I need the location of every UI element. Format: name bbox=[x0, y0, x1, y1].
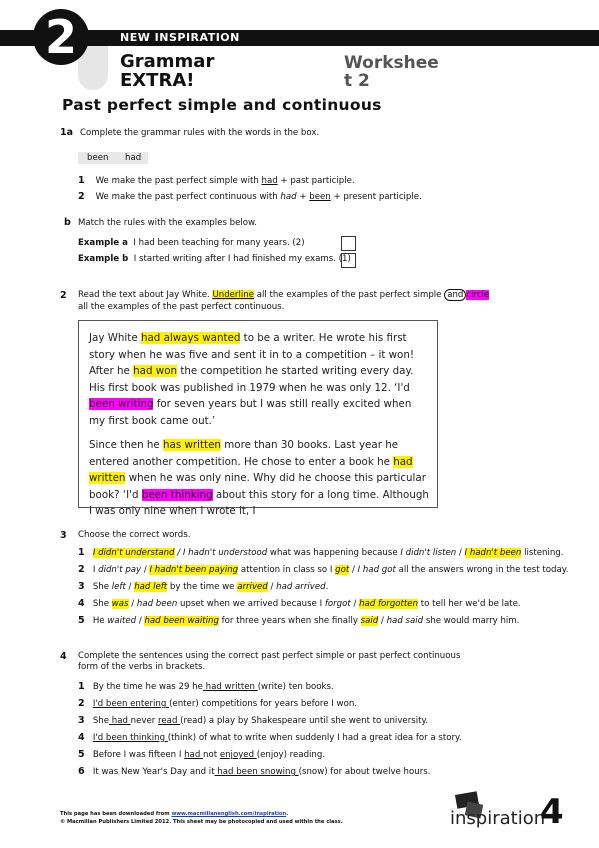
item-number: 2 bbox=[78, 191, 85, 202]
ex2-instruction bbox=[78, 290, 489, 301]
reading-text: Jay White bbox=[89, 332, 141, 344]
item-text: I didn't listen bbox=[400, 548, 457, 558]
answer-blank[interactable]: had bbox=[109, 716, 131, 726]
ex4-instruction: Complete the sentences using the correct past perfect simple or past perfect continuous bbox=[78, 651, 461, 661]
worksheet-label-line-1: Workshee bbox=[344, 53, 439, 73]
ex1a-number: 1a bbox=[60, 127, 74, 138]
page-title: Past perfect simple and continuous bbox=[62, 96, 382, 114]
item-text: to tell her we'd be late. bbox=[418, 599, 521, 609]
reading-text: more than 30 books. Last year he entered another competition. He chose to enter a book he bbox=[89, 439, 399, 468]
item-text: had bbox=[280, 192, 297, 202]
ex3-item bbox=[78, 581, 328, 593]
example-text: I started writing after I had finished my exams. (1) bbox=[133, 254, 351, 264]
highlight-past-perfect-continuous: been thinking bbox=[141, 488, 213, 501]
ex3-item bbox=[78, 547, 563, 559]
item-text: (think) of what to write when suddenly I had a great idea for a story. bbox=[167, 733, 462, 743]
ex4-item bbox=[78, 732, 462, 744]
item-text: By the time he was 29 he bbox=[92, 682, 203, 692]
item-text: had been bbox=[136, 599, 178, 609]
reading-text: for seven years but I was still really excited when my first book came out.’ bbox=[89, 398, 412, 427]
word-box-item: had bbox=[125, 153, 142, 163]
footer-download-note bbox=[60, 811, 288, 817]
chosen-answer[interactable]: had been waiting bbox=[144, 616, 219, 626]
answer-box[interactable] bbox=[341, 253, 356, 268]
item-text: I had got bbox=[357, 565, 396, 575]
spacer bbox=[85, 599, 93, 609]
chosen-answer[interactable]: got bbox=[335, 565, 350, 575]
answer-blank[interactable]: had been snowing bbox=[214, 767, 299, 777]
answer-blank[interactable]: had bbox=[261, 176, 278, 186]
instruction-circled-word: and bbox=[444, 289, 466, 301]
footer-link[interactable]: www.macmillanenglish.com/inspiration bbox=[171, 811, 287, 817]
answer-blank[interactable]: enjoyed bbox=[219, 750, 257, 760]
item-number: 5 bbox=[78, 615, 85, 626]
worksheet-label-line-2: t 2 bbox=[344, 71, 370, 91]
spacer bbox=[85, 616, 93, 626]
item-text: left bbox=[111, 582, 126, 592]
item-text: + past participle. bbox=[277, 176, 355, 186]
highlight-past-perfect-simple: had written bbox=[89, 455, 413, 484]
item-text: waited bbox=[107, 616, 137, 626]
word-box-item: been bbox=[87, 153, 109, 163]
item-text: . bbox=[325, 582, 329, 592]
item-text: / bbox=[141, 565, 150, 575]
item-text: for three years when she finally bbox=[218, 616, 361, 626]
item-text: had arrived bbox=[276, 582, 326, 592]
example-text: I had been teaching for many years. (2) bbox=[133, 238, 305, 248]
reading-paragraph bbox=[79, 437, 437, 520]
highlight-past-perfect-simple: had always wanted bbox=[140, 332, 241, 344]
ex4-item bbox=[78, 715, 428, 727]
item-text: all the answers wrong in the test today. bbox=[395, 565, 569, 575]
item-text: (write) ten books. bbox=[257, 682, 334, 692]
instruction-keyword: circle bbox=[466, 290, 490, 300]
item-text: attention in class so I bbox=[238, 565, 336, 575]
spacer bbox=[85, 716, 93, 726]
footer-copyright: © Macmillan Publishers Limited 2012. This sheet may be photocopied and used within the class. bbox=[60, 819, 343, 825]
ex4-item bbox=[78, 698, 357, 710]
series-name: NEW INSPIRATION bbox=[120, 31, 240, 44]
item-number: 5 bbox=[78, 749, 85, 760]
item-text: + present participle. bbox=[330, 192, 422, 202]
item-text: She bbox=[92, 716, 110, 726]
chosen-answer[interactable]: said bbox=[360, 616, 379, 626]
item-number: 2 bbox=[78, 564, 85, 575]
item-text: had said bbox=[386, 616, 424, 626]
chosen-answer[interactable]: arrived bbox=[237, 582, 268, 592]
highlight-past-perfect-simple: has written bbox=[163, 439, 221, 451]
item-text: (snow) for about twelve hours. bbox=[298, 767, 431, 777]
item-number: 4 bbox=[78, 732, 85, 743]
ex4-instruction-line-2: form of the verbs in brackets. bbox=[78, 662, 206, 672]
ex2-number: 2 bbox=[60, 290, 67, 301]
item-number: 1 bbox=[78, 175, 85, 186]
chosen-answer[interactable]: I didn't understand bbox=[92, 548, 175, 558]
ex3-instruction: Choose the correct words. bbox=[78, 530, 191, 540]
chosen-answer[interactable]: had forgotten bbox=[359, 599, 419, 609]
item-text: I hadn't understood bbox=[182, 548, 268, 558]
item-text: / bbox=[174, 548, 183, 558]
spacer bbox=[85, 699, 93, 709]
spacer bbox=[85, 750, 93, 760]
heading-line-1: Grammar bbox=[120, 51, 215, 72]
chosen-answer[interactable]: I hadn't been paying bbox=[149, 565, 239, 575]
ex4-item bbox=[78, 766, 430, 778]
answer-blank[interactable]: I'd been entering bbox=[92, 699, 170, 709]
ex1a-instruction: Complete the grammar rules with the words in the box. bbox=[80, 128, 320, 138]
item-number: 6 bbox=[78, 766, 85, 777]
reading-paragraph bbox=[79, 330, 437, 429]
highlight-past-perfect-continuous: been writing bbox=[89, 398, 154, 410]
chosen-answer[interactable]: I hadn't been bbox=[464, 548, 522, 558]
spacer bbox=[85, 682, 93, 692]
item-text: / bbox=[125, 582, 135, 592]
item-text: by the time we bbox=[167, 582, 238, 592]
item-text: upset when we arrived because I bbox=[177, 599, 325, 609]
spacer bbox=[85, 767, 93, 777]
item-number: 1 bbox=[78, 681, 85, 692]
spacer bbox=[85, 733, 93, 743]
heading-line-2: EXTRA! bbox=[120, 70, 195, 91]
item-text: He bbox=[92, 616, 108, 626]
item-text: She bbox=[92, 582, 112, 592]
item-number: 3 bbox=[78, 581, 85, 592]
item-text: forgot bbox=[324, 599, 351, 609]
ex1b-number: b bbox=[64, 217, 71, 228]
item-text: / bbox=[456, 548, 465, 558]
footer-text: This page has been downloaded from bbox=[60, 811, 172, 817]
spacer bbox=[85, 548, 93, 558]
word-box bbox=[78, 152, 148, 164]
ex3-item bbox=[78, 598, 521, 610]
item-text: We make the past perfect continuous with bbox=[95, 192, 281, 202]
item-text: / bbox=[267, 582, 277, 592]
ex3-item bbox=[78, 615, 519, 627]
item-text: / bbox=[378, 616, 387, 626]
item-text: + bbox=[296, 192, 310, 202]
example-label: Example b bbox=[78, 254, 129, 264]
reading-text-box[interactable] bbox=[78, 320, 438, 517]
item-number: 2 bbox=[78, 698, 85, 709]
item-number: 3 bbox=[78, 715, 85, 726]
ex1b-instruction: Match the rules with the examples below. bbox=[78, 218, 258, 228]
worksheet-label bbox=[344, 54, 474, 90]
instruction-text: Read the text about Jay White. bbox=[78, 290, 213, 300]
item-text: listening. bbox=[521, 548, 564, 558]
item-text: didn't pay bbox=[98, 565, 142, 575]
item-text: (read) a play by Shakespeare until she went to university. bbox=[180, 716, 429, 726]
example-b bbox=[78, 254, 351, 265]
ex1a-item-2 bbox=[78, 191, 422, 203]
item-number: 1 bbox=[78, 547, 85, 558]
item-text: not bbox=[203, 750, 220, 760]
item-text: (enter) competitions for years before I won. bbox=[169, 699, 358, 709]
item-text: It was New Year's Day and it bbox=[92, 767, 215, 777]
ex3-item bbox=[78, 564, 568, 576]
item-text: We make the past perfect simple with bbox=[95, 176, 262, 186]
reading-text: Since then he bbox=[89, 439, 164, 451]
instruction-keyword: Underline bbox=[212, 290, 254, 300]
answer-blank[interactable]: I'd been thinking bbox=[92, 733, 168, 743]
spacer bbox=[85, 565, 93, 575]
chosen-answer[interactable]: was bbox=[111, 599, 129, 609]
item-text: / bbox=[136, 616, 145, 626]
item-text: She bbox=[92, 599, 112, 609]
unit-number-badge: 2 bbox=[33, 9, 89, 65]
example-a bbox=[78, 238, 305, 249]
item-number: 4 bbox=[78, 598, 85, 609]
answer-blank[interactable]: had bbox=[184, 750, 204, 760]
answer-blank[interactable]: been bbox=[309, 192, 331, 202]
item-text: / bbox=[349, 565, 358, 575]
spacer bbox=[85, 582, 93, 592]
answer-blank[interactable]: read bbox=[158, 716, 181, 726]
item-text: never bbox=[130, 716, 159, 726]
reading-text: to be a writer. He wrote his first story when he was five and sent it in to a competition – it won! After he bbox=[89, 332, 415, 377]
item-text: I bbox=[92, 565, 99, 575]
item-text: what was happening because bbox=[267, 548, 401, 558]
example-label: Example a bbox=[78, 238, 128, 248]
answer-blank[interactable]: had written bbox=[202, 682, 258, 692]
worksheet-heading bbox=[120, 52, 214, 90]
ex1a-item-1 bbox=[78, 175, 355, 187]
ex4-number: 4 bbox=[60, 651, 67, 662]
item-text: Before I was fifteen I bbox=[92, 750, 185, 760]
ex4-item bbox=[78, 681, 334, 693]
highlight-past-perfect-simple: had won bbox=[133, 365, 178, 377]
reading-text: about this story for a long time. Although I was only nine when I wrote it, I bbox=[89, 488, 429, 517]
item-text: / bbox=[350, 599, 360, 609]
item-text: / bbox=[128, 599, 137, 609]
ex4-item bbox=[78, 749, 325, 761]
answer-box[interactable] bbox=[341, 236, 356, 251]
ex3-number: 3 bbox=[60, 530, 67, 541]
reading-text: when he was only nine. Why did he choose this particular book? ‘I'd bbox=[89, 472, 426, 501]
ex2-instruction-line-2: all the examples of the past perfect continuous. bbox=[78, 302, 285, 312]
chosen-answer[interactable]: had left bbox=[134, 582, 168, 592]
header-bar bbox=[0, 30, 599, 46]
instruction-text: all the examples of the past perfect simple bbox=[253, 290, 445, 300]
item-text: she would marry him. bbox=[423, 616, 520, 626]
footer-text: . bbox=[286, 811, 289, 817]
logo-level-number: 4 bbox=[540, 792, 564, 832]
item-text: (enjoy) reading. bbox=[256, 750, 326, 760]
reading-text: the competition he started writing every day. His first book was published in 1979 when he was only 12. ‘I'd bbox=[89, 365, 414, 394]
logo-wordmark: inspiration bbox=[450, 808, 546, 829]
